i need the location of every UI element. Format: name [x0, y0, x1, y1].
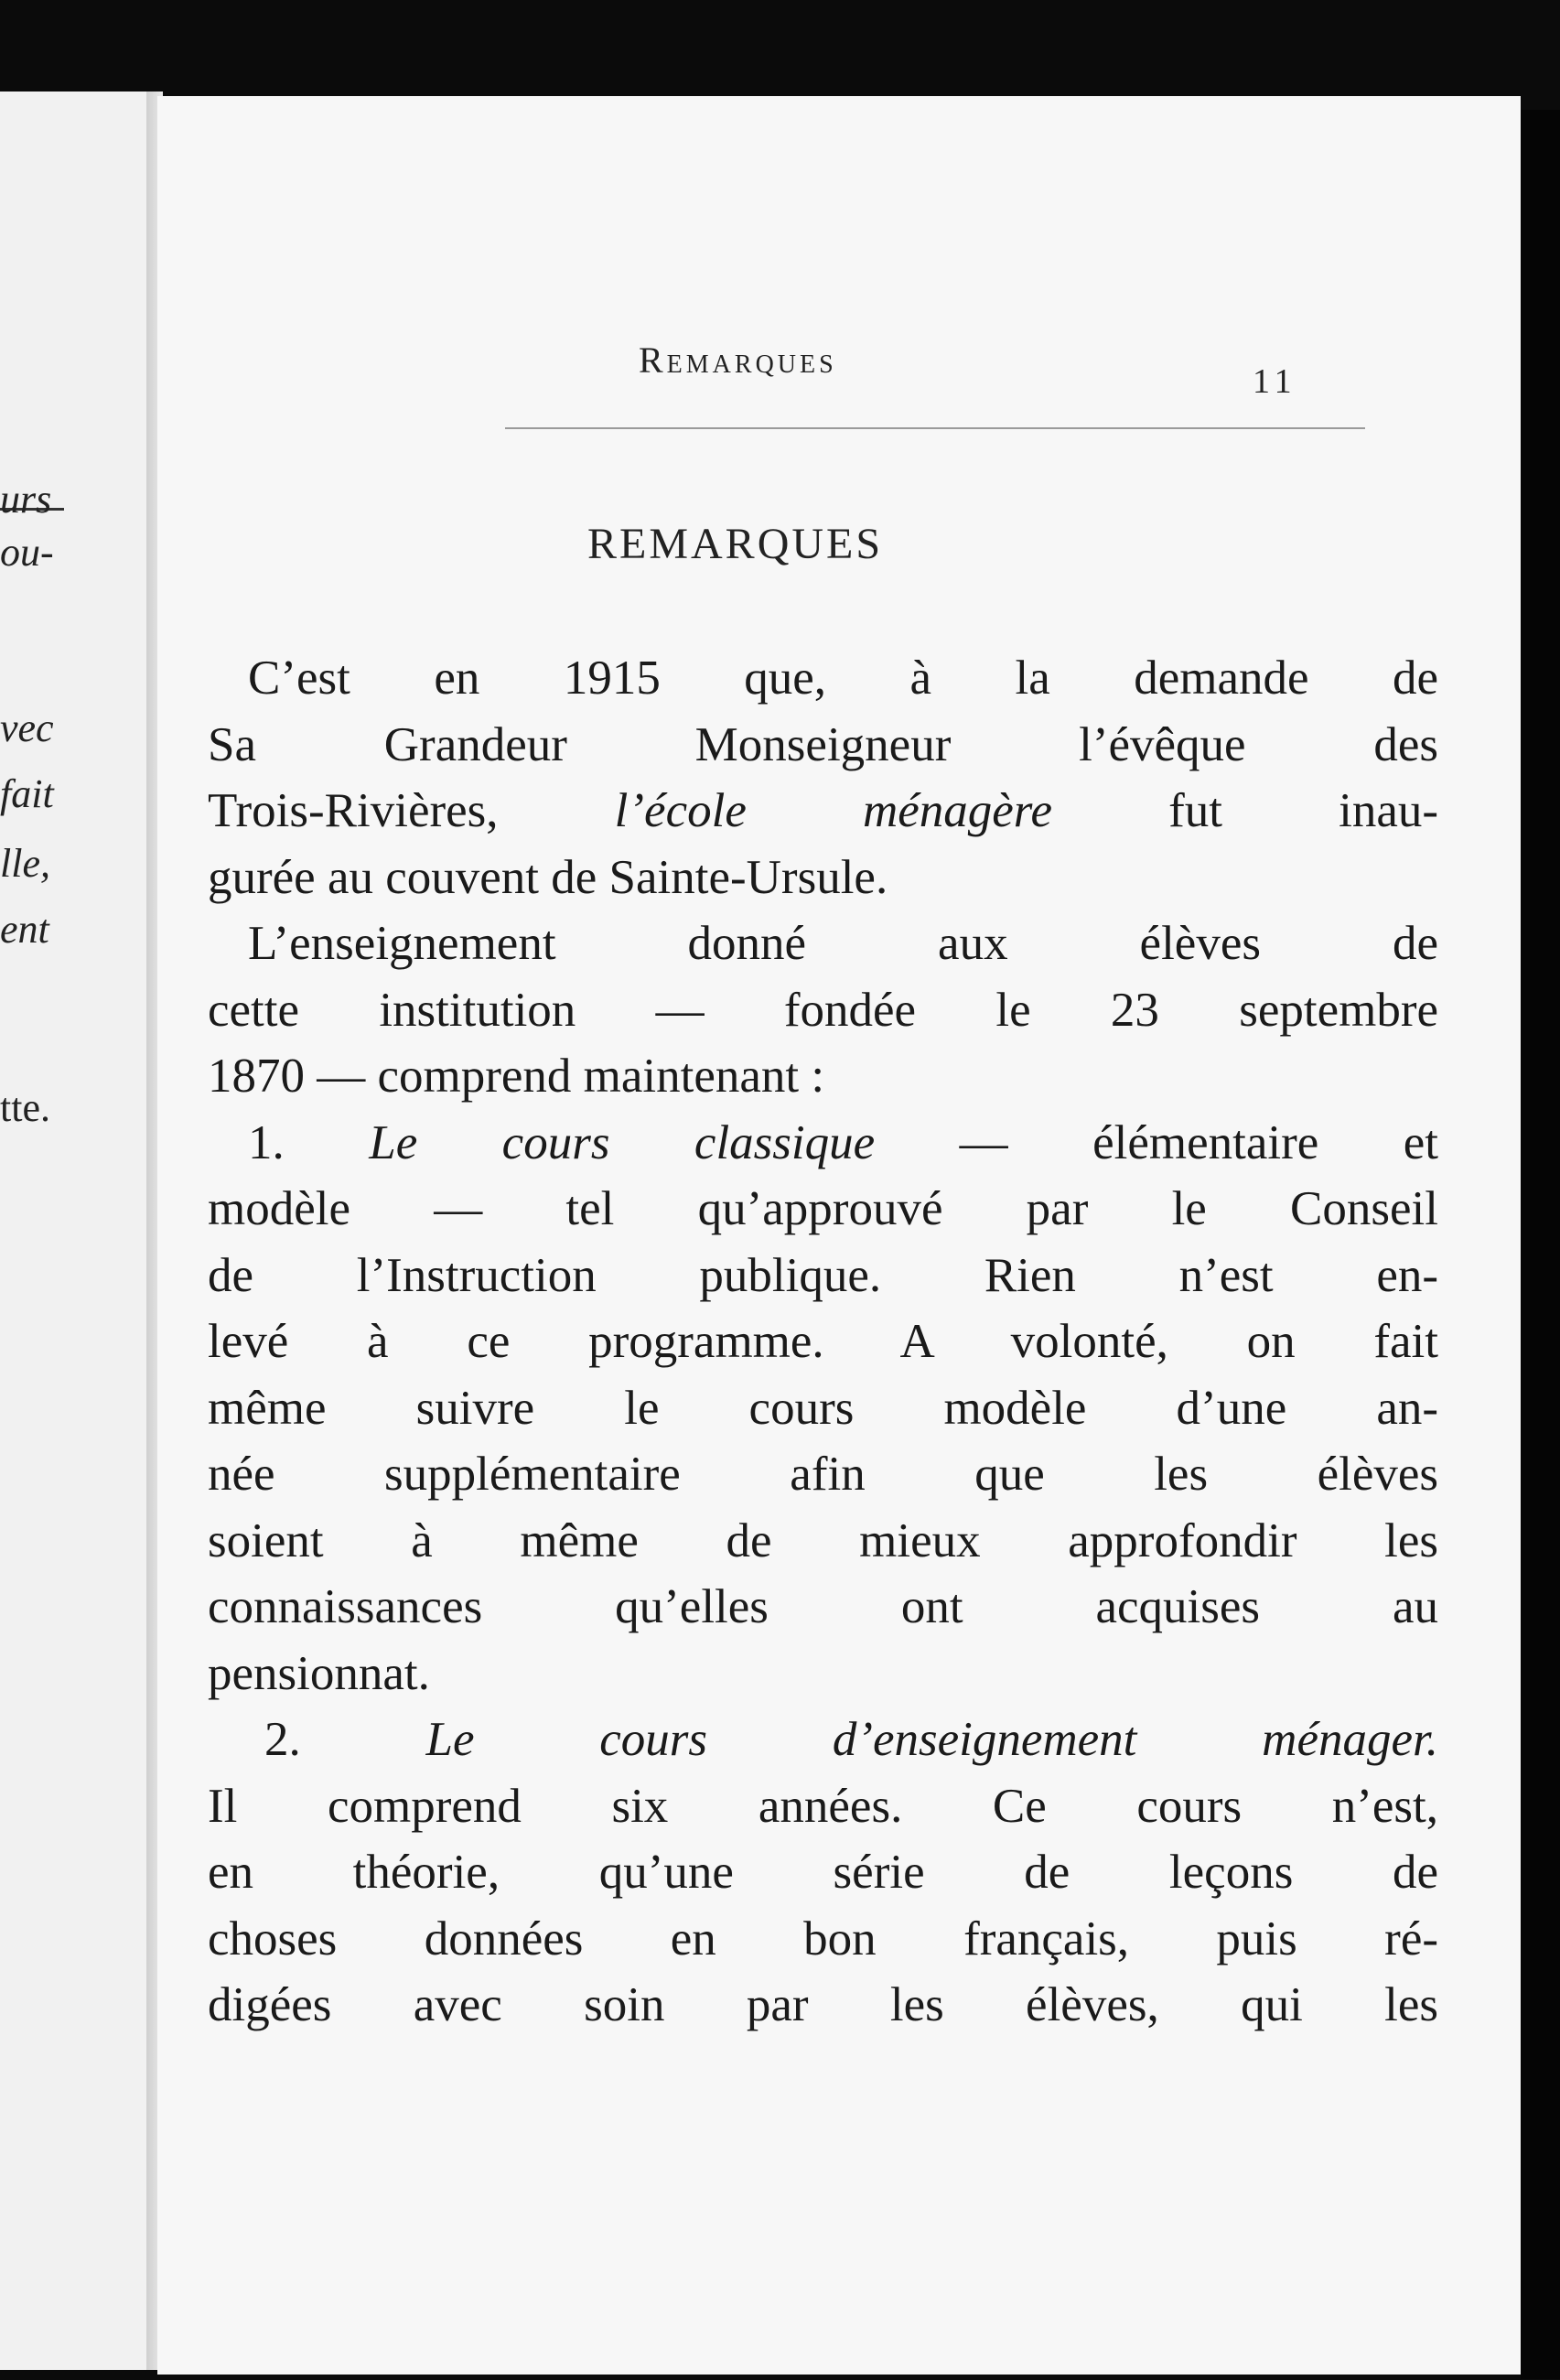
text-run: — élémentaire et: [959, 1115, 1439, 1169]
text-line: soient à même de mieux approfondir les: [208, 1513, 1438, 1567]
previous-page-text: urs: [0, 477, 52, 522]
text-line: [208, 1110, 1438, 1177]
text-line: même suivre le cours modèle d’une an-: [208, 1381, 1438, 1435]
text-line: C’est en 1915 que, à la demande de: [248, 652, 1438, 705]
list-number: 2.: [264, 1713, 301, 1766]
scan-background-edge: [1521, 110, 1560, 2379]
previous-page-text: ou-: [0, 530, 54, 575]
text-line: connaissances qu’elles ont acquises au: [208, 1580, 1438, 1633]
previous-page-text: fait: [0, 771, 54, 816]
text-line: choses données en bon français, puis ré-: [208, 1912, 1438, 1965]
text-line: levé à ce programme. A volonté, on fait: [208, 1315, 1438, 1368]
italic-run: Le cours d’enseignement ménager.: [425, 1713, 1438, 1766]
text-run: fut inau-: [1168, 784, 1439, 837]
text-line: digées avec soin par les élèves, qui les: [208, 1978, 1438, 2031]
previous-page-text: vec: [0, 705, 54, 750]
page-number: 11: [1253, 362, 1297, 401]
body-text: [208, 645, 1438, 2039]
text-line: L’enseignement donné aux élèves de: [248, 917, 1438, 970]
text-line: 1870 — comprend maintenant :: [208, 1050, 825, 1103]
text-line: Il comprend six années. Ce cours n’est,: [208, 1779, 1438, 1833]
italic-run: Le cours classique: [369, 1115, 876, 1169]
text-line: en théorie, qu’une série de leçons de: [208, 1846, 1438, 1899]
section-title: REMARQUES: [587, 520, 884, 568]
text-line: modèle — tel qu’approuvé par le Conseil: [208, 1182, 1438, 1235]
previous-page-text: ent: [0, 907, 49, 952]
text-line: [208, 1707, 1438, 1773]
running-head: Remarques: [639, 339, 837, 381]
previous-page-text: lle,: [0, 841, 50, 886]
italic-run: l’école ménagère: [614, 784, 1052, 837]
text-line: de l’Instruction publique. Rien n’est en-: [208, 1248, 1438, 1302]
text-line: Sa Grandeur Monseigneur l’évêque des: [208, 717, 1438, 771]
text-line: [208, 778, 1438, 845]
header-rule: [505, 427, 1365, 429]
list-number: 1.: [248, 1115, 285, 1169]
book-page: [157, 96, 1521, 2375]
text-line: née supplémentaire afin que les élèves: [208, 1448, 1438, 1501]
text-line: cette institution — fondée le 23 septembre: [208, 983, 1438, 1037]
text-line: pensionnat.: [208, 1646, 430, 1700]
previous-page-text: tte.: [0, 1085, 50, 1130]
previous-page-fragment: [0, 92, 154, 2370]
text-line: gurée au couvent de Sainte-Ursule.: [208, 850, 888, 904]
text-run: Trois-Rivières,: [208, 784, 499, 837]
